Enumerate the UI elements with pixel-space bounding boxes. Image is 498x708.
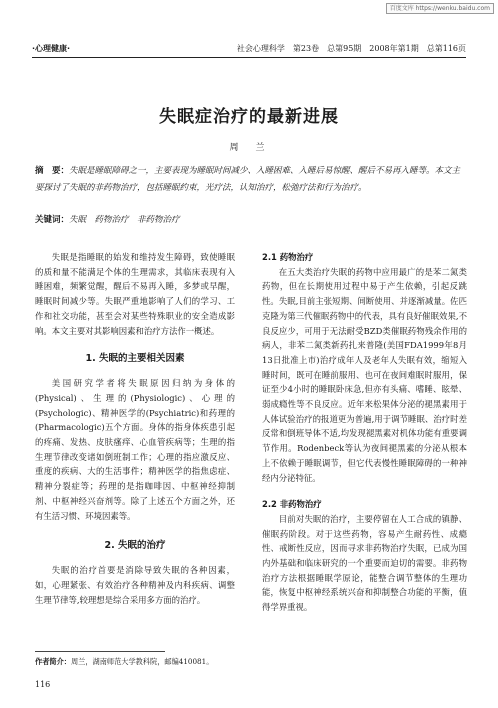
header-rule: [32, 57, 466, 58]
keywords-block: [35, 212, 467, 229]
keywords-label: 关键词：: [35, 215, 70, 225]
footnote-label: 作者简介：: [35, 657, 71, 666]
page-number: 116: [35, 680, 51, 689]
article-title: 失眠症治疗的最新进展: [159, 107, 339, 127]
keywords-text: 失眠 药物治疗 非药物治疗: [69, 215, 180, 225]
section-1-paragraph: 美国研究学者将失眠原因归纳为身体的(Physical)、生理的(Physiologic)、心理的(Psychologic)、精神医学的(Psychiatric)和药理的(Pharmacologic)五个方面。身体的指身体疾患引起的疼痛、发热、皮肤瘙痒、心血管疾病等；生理的指生理节律改变诸如倒班制工作；心理的指应激反应、重度的疾病、大的生活事件；精神医学的指焦虑症、精神分裂症等；药理的是指咖啡因、中枢神经抑制剂、中枢神经兴奋剂等。除了上述五个方面之外，还有生活习惯、环境因素等。: [35, 378, 235, 521]
section-2-heading: 2. 失眠的治疗: [104, 540, 166, 552]
subsection-2-1-heading: 2.1 药物治疗: [262, 252, 314, 262]
abstract-text: 失眠是睡眠障碍之一，主要表现为睡眠时间减少、入睡困难、入睡后易惊醒、醒后不易再入睡等。本文主要探讨了失眠的非药物治疗，包括睡眠约束，光疗法，认知治疗，松弛疗法和行为治疗。: [35, 166, 461, 193]
footnote-rule: [35, 651, 165, 652]
section-1-heading: 1. 失眠的主要相关因素: [85, 353, 185, 365]
section-2-paragraph: 失眠的治疗首要是消除导致失眠的各种因素，如，心理紧张、有效治疗各种精神及内科疾病、调整生理节律等,较理想是综合采用多方面的治疗。: [35, 565, 235, 605]
watermark-badge: 百度文库 https://wenku.baidu.com: [386, 3, 494, 14]
abstract-label: 摘 要：: [35, 166, 70, 176]
subsection-2-2-heading: 2.2 非药物治疗: [262, 499, 322, 510]
column-label: ·心理健康·: [32, 44, 71, 53]
running-header: [32, 42, 466, 56]
author-name: 周 兰: [229, 143, 269, 153]
right-column: [262, 250, 467, 615]
left-column: [35, 250, 235, 607]
journal-info: 社会心理科学 第23卷 总第95期 2008年第1期 总第116页: [236, 44, 466, 53]
footnote-text: 周兰，湖南师范大学教科院，邮编410081。: [70, 657, 214, 666]
abstract-block: [35, 163, 467, 197]
subsection-2-1-paragraph: 在五大类治疗失眠的药物中应用最广的是苯二氮类药物，但在长期使用过程中易于产生依赖，引起反跳性。失眠,目前主张短期、间断使用、并逐渐减量。佐匹克隆为第三代催眠药物中的代表，具有良好催眠效果,不良反应少，可用于无法耐受BZD类催眠药物残余作用的病人，非苯二氮类新药扎来普隆(美国FDA1999年8月13日批准上市)治疗成年人及老年人失眠有效，缩短入睡时间，既可在睡前服用、也可在夜间难眠时服用，保证至少4小时的睡眠卧床急,但亦有头痛、嗜睡、眩晕、弱成瘾性等不良反应。近年来松果体分泌的褪黑素用于人体试验治疗的报道更为普遍,用于调节睡眠、治疗时差反常和倒班导体不适,均发现褪黑素对机体功能有重要调节作用。Rodenbeck等认为夜间褪黑素的分泌从根本上不依赖于睡眠调节，但它代表慢性睡眠障碍的一种神经内分泌特征。: [262, 266, 467, 483]
intro-paragraph: 失眠是指睡眠的始发和维持发生障碍，致使睡眠的质和量不能满足个体的生理需求，其临床表现有入睡困难，频繁觉醒，醒后不易再入睡，多梦或早醒，睡眠时间减少等。失眠严重地影响了人们的学习、工作和社交功能，甚至会对某些特殊职业的安全造成影响。本文主要对其影响因素和治疗方法作一概述。: [35, 252, 235, 336]
author-footnote: [35, 657, 213, 667]
subsection-2-2-paragraph: 目前对失眠的治疗，主要停留在人工合成的镇静、催眠药阶段。对于这些药物，容易产生耐药性、成瘾性、戒断性反应，因而寻求非药物治疗失眠，已成为国内外基础和临床研究的一个重要而迫切的需要。非药物治疗方法根据睡眠学原论，能整合调节整体的生理功能，恢复中枢神经系统兴奋和抑制整合功能的平衡，值得学界重视。: [262, 513, 467, 613]
